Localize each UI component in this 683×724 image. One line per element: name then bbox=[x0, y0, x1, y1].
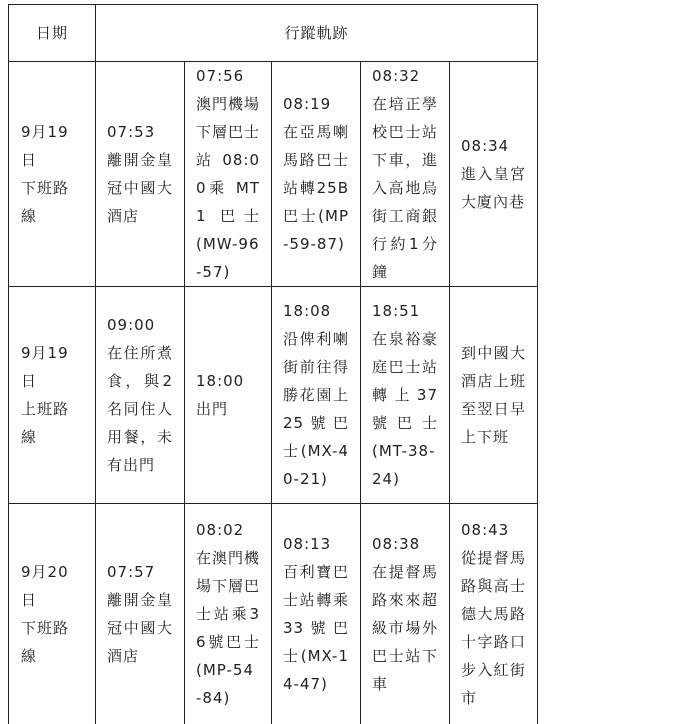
track-cell: 09:00 在住所煮食，與2名同住人用餐，未有出門 bbox=[96, 287, 185, 504]
table-row bbox=[9, 287, 538, 504]
date-cell bbox=[9, 62, 96, 287]
date-column-header: 日期 bbox=[9, 5, 96, 62]
table-row bbox=[9, 62, 538, 287]
date-text: 9月19日 bbox=[21, 123, 69, 169]
track-cell: 07:53 離開金皇冠中國大酒店 bbox=[96, 62, 185, 287]
date-cell bbox=[9, 287, 96, 504]
route-text: 下班路線 bbox=[21, 179, 69, 225]
track-cell: 18:51 在泉裕豪庭巴士站轉上37號巴士(MT-38-24) bbox=[361, 287, 450, 504]
track-cell: 18:08 沿俾利喇街前往得勝花園上25號巴士(MX-40-21) bbox=[272, 287, 361, 504]
track-cell: 到中國大酒店上班至翌日早上下班 bbox=[450, 287, 538, 504]
track-cell: 08:43 從提督馬路與高士德大馬路十字路口步入紅街市 bbox=[450, 504, 538, 724]
date-text: 9月20日 bbox=[21, 563, 69, 609]
track-cell: 18:00 出門 bbox=[185, 287, 272, 504]
track-cell: 08:13 百利寶巴士站轉乘33號巴士(MX-14-47) bbox=[272, 504, 361, 724]
track-cell: 08:34 進入皇宮大廈內巷 bbox=[450, 62, 538, 287]
track-cell: 08:38 在提督馬路來來超級市場外巴士站下車 bbox=[361, 504, 450, 724]
date-cell bbox=[9, 504, 96, 724]
track-cell: 08:02 在澳門機場下層巴士站乘36號巴士(MP-54-84) bbox=[185, 504, 272, 724]
track-cell: 07:57 離開金皇冠中國大酒店 bbox=[96, 504, 185, 724]
route-text: 下班路線 bbox=[21, 619, 69, 665]
table-row bbox=[9, 504, 538, 724]
track-column-header: 行蹤軌跡 bbox=[96, 5, 538, 62]
track-cell: 08:19 在亞馬喇馬路巴士站轉25B巴士(MP-59-87) bbox=[272, 62, 361, 287]
track-cell: 07:56 澳門機場下層巴士站08:00乘 MT1 巴士 (MW-96-57) bbox=[185, 62, 272, 287]
itinerary-table bbox=[8, 4, 538, 724]
route-text: 上班路線 bbox=[21, 400, 69, 446]
date-text: 9月19日 bbox=[21, 344, 69, 390]
table-header-row bbox=[9, 5, 538, 62]
track-cell: 08:32 在培正學校巴士站下車，進入高地烏街工商銀行約1分鐘 bbox=[361, 62, 450, 287]
